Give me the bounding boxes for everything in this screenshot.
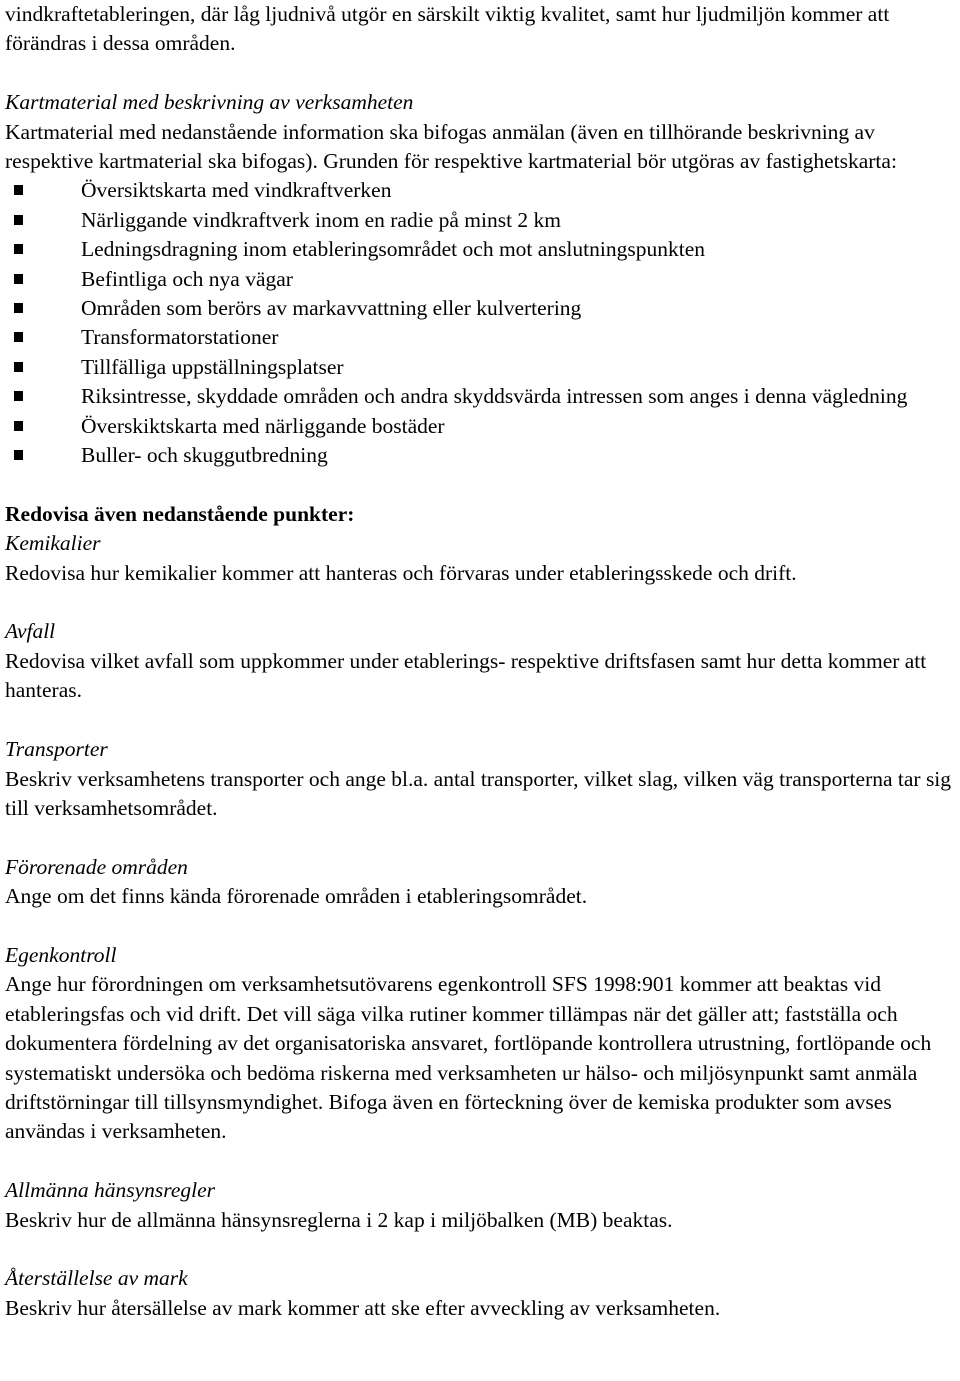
section-heading: Allmänna hänsynsregler [5, 1178, 216, 1203]
spacer [5, 1235, 960, 1264]
section-kemikalier [5, 529, 960, 588]
list-item [5, 235, 960, 264]
section-heading: Förorenade områden [5, 854, 188, 879]
list-item-text: Transformatorstationer [81, 325, 279, 350]
square-bullet-icon [14, 244, 23, 254]
intro-paragraph: vindkraftetableringen, där låg ljudnivå utgör en särskilt viktig kvalitet, samt hur ljudmiljön kommer att förändras i dessa områden. [5, 2, 890, 56]
section-aterstallelse-av-mark [5, 1264, 960, 1323]
spacer [5, 1147, 960, 1176]
list-item [5, 412, 960, 441]
spacer [5, 59, 960, 88]
list-item [5, 382, 960, 411]
section-body: Beskriv hur återsällelse av mark kommer att ske efter avveckling av verksamheten. [5, 1295, 721, 1320]
list-item [5, 265, 960, 294]
spacer [5, 823, 960, 852]
kartmaterial-list [5, 176, 960, 470]
square-bullet-icon [14, 421, 23, 431]
list-item [5, 176, 960, 205]
spacer [5, 912, 960, 941]
list-item-text: Buller- och skuggutbredning [81, 443, 328, 468]
square-bullet-icon [14, 185, 23, 195]
list-item [5, 206, 960, 235]
section-body: Beskriv hur de allmänna hänsynsreglerna i 2 kap i miljöbalken (MB) beaktas. [5, 1207, 673, 1232]
section-heading: Kemikalier [5, 531, 101, 556]
section-heading: Egenkontroll [5, 942, 117, 967]
square-bullet-icon [14, 303, 23, 313]
section-transporter [5, 735, 960, 823]
section-heading: Återställelse av mark [5, 1266, 188, 1291]
section-avfall [5, 617, 960, 705]
square-bullet-icon [14, 450, 23, 460]
list-item-text: Överskiktskarta med närliggande bostäder [81, 413, 445, 438]
list-item-text: Översiktskarta med vindkraftverken [81, 178, 392, 203]
list-item-text: Närliggande vindkraftverk inom en radie på minst 2 km [81, 207, 562, 232]
spacer [5, 470, 960, 499]
section-heading: Transporter [5, 737, 108, 762]
section-body: Redovisa vilket avfall som uppkommer under etablerings- respektive driftsfasen samt hur detta kommer att hanteras. [5, 648, 927, 703]
list-item-text: Tillfälliga uppställningsplatser [81, 354, 344, 379]
spacer [5, 706, 960, 735]
spacer [5, 588, 960, 617]
list-item-text: Befintliga och nya vägar [81, 266, 293, 291]
list-item [5, 441, 960, 470]
list-item [5, 323, 960, 352]
square-bullet-icon [14, 362, 23, 372]
section-egenkontroll [5, 941, 960, 1147]
list-item-text: Ledningsdragning inom etableringsområdet och mot anslutningspunkten [81, 237, 705, 262]
section-fororenade-omraden [5, 853, 960, 912]
section-body: Ange om det finns kända förorenade områden i etableringsområdet. [5, 884, 588, 909]
list-item [5, 353, 960, 382]
square-bullet-icon [14, 274, 23, 284]
section-body: Ange hur förordningen om verksamhetsutövarens egenkontroll SFS 1998:901 kommer att beaktas vid etableringsfas och vid drift. Det vill säga vilka rutiner kommer tillämpas när det gäller att; fastställa och dokumentera fördelning av det organisatoriska ansvaret, fortlöpande kontrollera utrustning, fortlöpande och systematiskt undersöka och bedöma riskerna med verksamheten ur hälso- och miljösynpunkt samt anmäla driftstörningar till tillsynsmyndighet. Bifoga även en förteckning över de kemiska produkter som avses användas i verksamheten. [5, 972, 932, 1144]
section-heading: Avfall [5, 619, 56, 644]
section-body: Beskriv verksamhetens transporter och ange bl.a. antal transporter, vilket slag, vilken väg transporterna tar sig till verksamhetsområdet. [5, 766, 952, 820]
kartmaterial-heading: Kartmaterial med beskrivning av verksamheten [5, 90, 414, 115]
list-item-text: Områden som berörs av markavvattning eller kulvertering [81, 296, 582, 321]
list-item-text: Riksintresse, skyddade områden och andra skyddsvärda intressen som anges i denna vägledning [81, 384, 908, 409]
redovisa-heading: Redovisa även nedanstående punkter: [5, 501, 355, 526]
kartmaterial-body: Kartmaterial med nedanstående information ska bifogas anmälan (även en tillhörande beskrivning av respektive kartmaterial ska bifogas). Grunden för respektive kartmaterial bör utgöras av fastighetskarta: [5, 119, 897, 174]
square-bullet-icon [14, 391, 23, 401]
list-item [5, 294, 960, 323]
square-bullet-icon [14, 215, 23, 225]
square-bullet-icon [14, 332, 23, 342]
section-body: Redovisa hur kemikalier kommer att hanteras och förvaras under etableringsskede och drift. [5, 560, 797, 585]
section-allmanna-hansynsregler [5, 1176, 960, 1235]
